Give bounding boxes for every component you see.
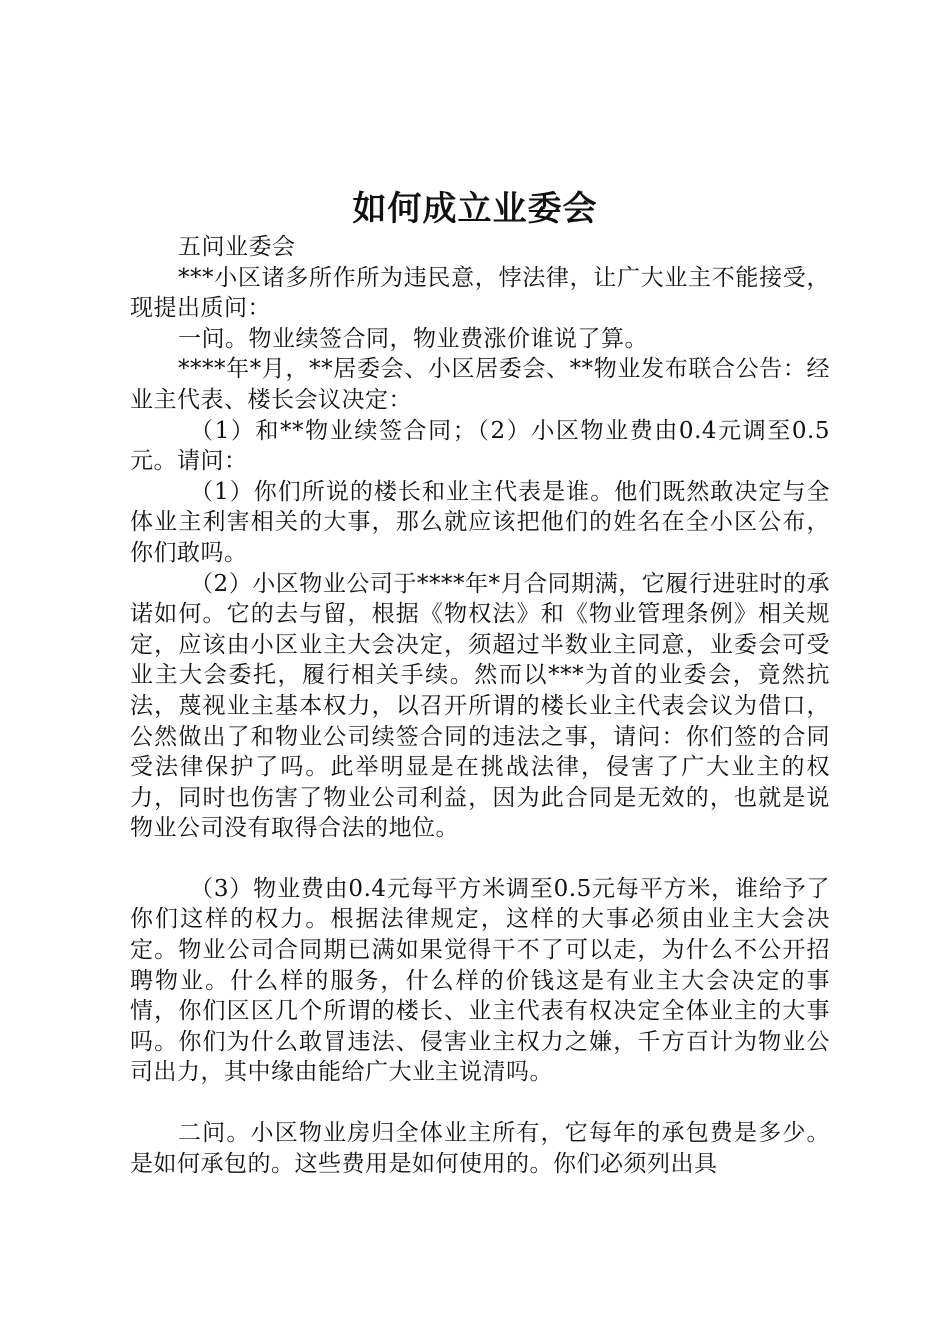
document-body: [130, 232, 830, 1179]
paragraph-question-one: 一问。物业续签合同，物业费涨价谁说了算。: [178, 325, 648, 352]
paragraph-point-3: （3）物业费由0.4元每平方米调至0.5元每平方米，谁给予了你们这样的权力。根据法律规定，这样的大事必须由业主大会决定。物业公司合同期已满如果觉得干不了可以走，为什么不公开招聘物业。什么样的服务，什么样的价钱这是有业主大会决定的事情，你们区区几个所谓的楼长、业主代表有权决定全体业主的大事吗。你们为什么敢冒违法、侵害业主权力之嫌，千方百计为物业公司出力，其中缘由能给广大业主说清吗。: [130, 875, 830, 1086]
paragraph-announcement: ****年*月，**居委会、小区居委会、**物业发布联合公告：经业主代表、楼长会议决定：: [130, 356, 830, 413]
paragraph-question-two: 二问。小区物业房归全体业主所有，它每年的承包费是多少。是如何承包的。这些费用是如何使用的。你们必须列出具: [130, 1120, 830, 1177]
paragraph-point-1: （1）你们所说的楼长和业主代表是谁。他们既然敢决定与全体业主利害相关的大事，那么就应该把他们的姓名在全小区公布，你们敢吗。: [130, 478, 830, 566]
document-title: 如何成立业委会: [352, 189, 598, 229]
paragraph-heading: 五问业委会: [178, 234, 296, 260]
paragraph-decision-items: （1）和**物业续签合同；（2）小区物业费由0.4元调至0.5元。请问：: [130, 417, 830, 475]
paragraph-intro: ***小区诸多所作所为违民意，悖法律，让广大业主不能接受，现提出质问：: [130, 264, 830, 322]
paragraph-point-2: （2）小区物业公司于****年*月合同期满，它履行进驻时的承诺如何。它的去与留，根据《物权法》和《物业管理条例》相关规定，应该由小区业主大会决定，须超过半数业主同意，业委会可受业主大会委托，履行相关手续。然而以***为首的业委会，竟然抗法，蔑视业主基本权力，以召开所谓的楼长业主代表会议为借口，公然做出了和物业公司续签合同的违法之事，请问：你们签的合同受法律保护了吗。此举明显是在挑战法律，侵害了广大业主的权力，同时也伤害了物业公司利益，因为此合同是无效的，也就是说物业公司没有取得合法的地位。: [130, 570, 830, 842]
